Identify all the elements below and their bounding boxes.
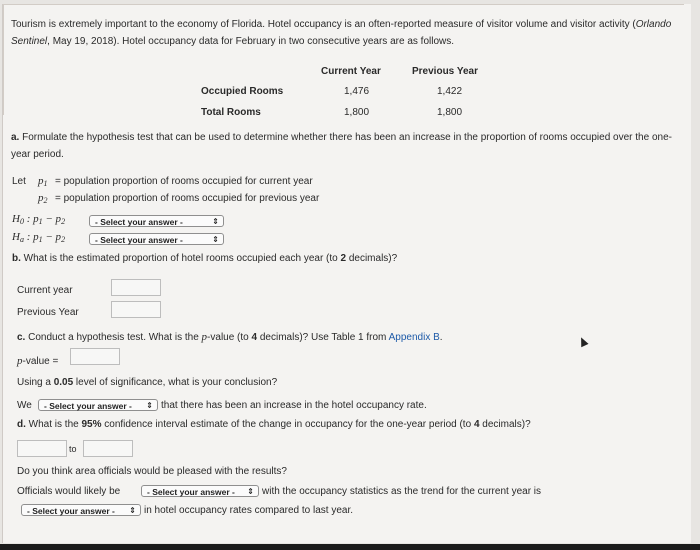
p1-symbol: $p_1$ (38, 175, 48, 188)
part-c-question: c. Conduct a hypothesis test. What is the p-value (to 4 decimals)? Use Table 1 from Appendix B. (17, 331, 443, 343)
row-label-occupied: Occupied Rooms (201, 86, 284, 97)
ha-select[interactable]: - Select your answer - ⇕ (89, 233, 224, 245)
select-arrow-icon: ⇕ (247, 487, 254, 496)
bottom-bar (0, 544, 700, 550)
previous-year-input[interactable] (111, 301, 161, 318)
part-b-question: b. What is the estimated proportion of hotel rooms occupied each year (to 2 decimals)? (12, 253, 398, 264)
trend-select[interactable]: - Select your answer - ⇕ (21, 504, 141, 516)
select-arrow-icon: ⇕ (146, 401, 153, 410)
source-name: Orlando Sentinel (11, 19, 672, 47)
current-year-label: Current year (17, 285, 73, 296)
ha-hypothesis: $H_a$ : $p_1 - p_2$ (12, 231, 66, 244)
officials-pre: Officials would likely be (17, 486, 121, 497)
p1-definition: = population proportion of rooms occupied for current year (55, 176, 313, 187)
current-year-input[interactable] (111, 279, 161, 296)
select-arrow-icon: ⇕ (212, 217, 219, 226)
select-arrow-icon: ⇕ (129, 506, 136, 515)
let-label: Let (12, 176, 26, 187)
officials-question: Do you think area officials would be pleased with the results? (17, 466, 287, 477)
row-label-total: Total Rooms (201, 107, 261, 118)
officials-post: in hotel occupancy rates compared to last year. (144, 505, 354, 516)
previous-year-label: Previous Year (17, 307, 79, 318)
part-d-question: d. What is the 95% confidence interval estimate of the change in occupancy for the one-year period (to 4 decimals)? (17, 419, 531, 430)
conclusion-text: that there has been an increase in the hotel occupancy rate. (161, 400, 427, 411)
cell-occupied-previous: 1,422 (437, 86, 463, 97)
cell-total-previous: 1,800 (437, 107, 463, 118)
ci-upper-input[interactable] (83, 440, 133, 457)
question-page (2, 4, 691, 543)
p2-definition: = population proportion of rooms occupied for previous year (55, 193, 320, 204)
significance-question: Using a 0.05 level of significance, what is your conclusion? (17, 377, 278, 388)
col-header-current: Current Year (321, 66, 381, 77)
officials-pleased-select[interactable]: - Select your answer - ⇕ (141, 485, 259, 497)
pvalue-label: p-value = (17, 355, 59, 367)
col-header-previous: Previous Year (412, 66, 478, 77)
we-label: We (17, 400, 32, 411)
h0-hypothesis: $H_0$ : $p_1 - p_2$ (12, 213, 66, 226)
conclusion-select[interactable]: - Select your answer - ⇕ (38, 399, 158, 411)
to-label: to (69, 444, 77, 454)
pvalue-input[interactable] (70, 348, 120, 365)
officials-mid: with the occupancy statistics as the trend for the current year is (262, 486, 542, 497)
appendix-link[interactable]: Appendix B (388, 332, 440, 343)
part-a-question: a. Formulate the hypothesis test that can be used to determine whether there has been an increase in the proportion of rooms occupied over the one-year period. (11, 132, 672, 160)
h0-select[interactable]: - Select your answer - ⇕ (89, 215, 224, 227)
cell-total-current: 1,800 (344, 107, 370, 118)
select-arrow-icon: ⇕ (212, 235, 219, 244)
cell-occupied-current: 1,476 (344, 86, 370, 97)
p2-symbol: $p_2$ (38, 192, 48, 205)
ci-lower-input[interactable] (17, 440, 67, 457)
intro-paragraph: Tourism is extremely important to the economy of Florida. Hotel occupancy is an often-reported measure of visitor volume and visitor activity (Orlando Sentinel, May 19, 2018). Hotel occupancy data for February in two consecutive years are as follows. (11, 19, 672, 47)
